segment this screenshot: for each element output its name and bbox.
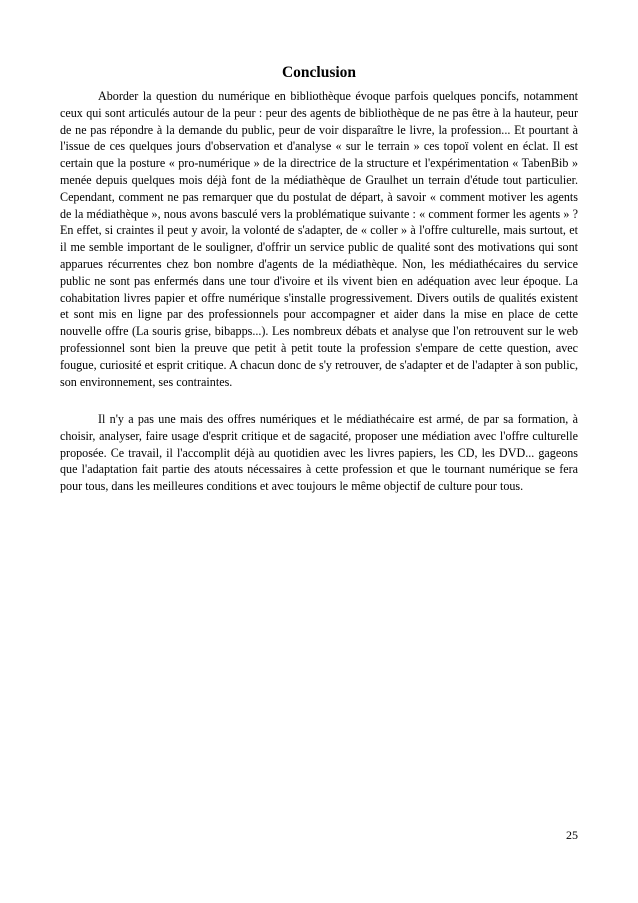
section-title: Conclusion — [281, 64, 357, 81]
paragraph-1: Aborder la question du numérique en bibliothèque évoque parfois quelques poncifs, notamment ceux qui sont articulés autour de la peur : peur des agents de bibliothèque de ne pas être à la hauteur, peur de ne pas répondre à la demande du public, peur de voir disparaître le livre, la profession... Et pourtant à l'issue de ces quelques jours d'observation et d'analyse « sur le terrain » ces topoï volent en éclat. Il est certain que la posture « pro-numérique » de la directrice de la structure et l'expérimentation « TabenBib » menée depuis quelques mois déjà font de la médiathèque de Graulhet un terrain d'étude tout particulier. Cependant, comment ne pas remarquer que du postulat de départ, à savoir « comment motiver les agents de la médiathèque », nous avons basculé vers la problématique suivante : « comment former les agents » ? En effet, si craintes il peut y avoir, la volonté de s'adapter, de « coller » à l'offre culturelle, mais surtout, et il me semble important de le souligner, d'offrir un service public de qualité sont des motivations qui sont apparues récurrentes chez bon nombre d'agents de la médiathèque. Non, les médiathécaires du service public ne sont pas enfermés dans une tour d'ivoire et ils vivent bien en adéquation avec leur époque. La cohabitation livres papier et offre numérique s'installe progressivement. Divers outils de qualités existent et sont mis en ligne par des professionnels pour accompagner et aider dans la mise en place de cette nouvelle offre (La souris grise, bibapps...). Les nombreux débats et analyse que l'on retrouvent sur le web professionnel sont bien la preuve que petit à petit toute la profession s'empare de cette question, avec fougue, curiosité et esprit critique. A chacun donc de s'y retrouver, de s'adapter et de l'adapter à son public, son environnement, ses contraintes. — [60, 89, 578, 389]
page-number: 25 — [566, 828, 578, 842]
paragraph-2: Il n'y a pas une mais des offres numériques et le médiathécaire est armé, de par sa formation, à choisir, analyser, faire usage d'esprit critique et de sagacité, proposer une médiation avec l'offre culturelle proposée. Ce travail, il l'accomplit déjà au quotidien avec les livres papiers, les CD, les DVD... gageons que l'adaptation fait partie des atouts nécessaires à cette profession et que le tournant numérique se fera pour tous, dans les meilleures conditions et avec toujours le même objectif de culture pour tous. — [60, 412, 578, 494]
